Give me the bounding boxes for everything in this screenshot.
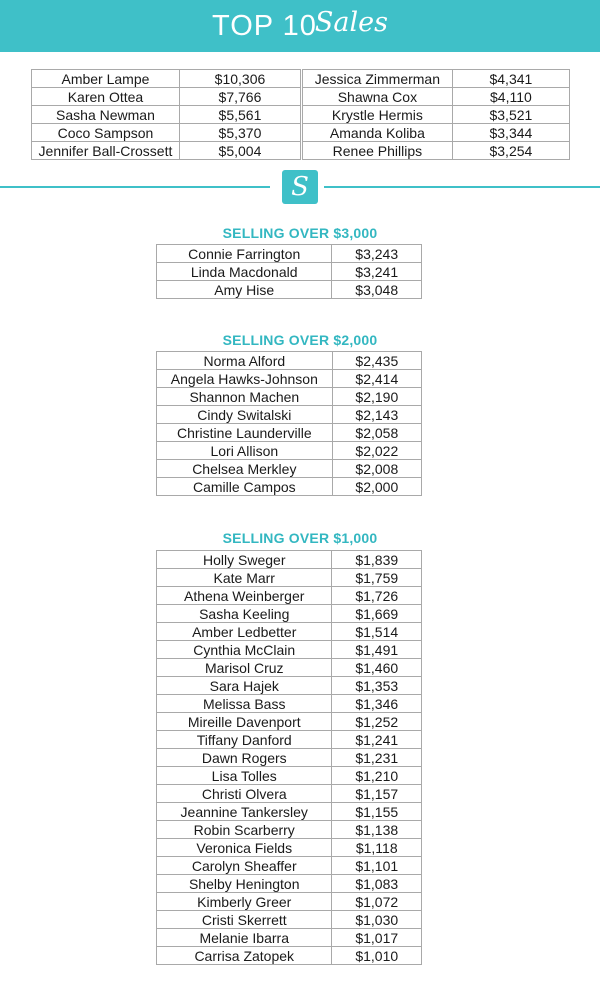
script-s-logo-icon: [282, 170, 318, 204]
seller-name: Melissa Bass: [157, 695, 332, 713]
sales-amount: $10,306: [179, 70, 300, 88]
section-table-over-2000: [156, 351, 422, 496]
sales-amount: $3,344: [452, 124, 569, 142]
sales-amount: $3,243: [332, 245, 422, 263]
seller-name: Amber Ledbetter: [157, 623, 332, 641]
sales-amount: $1,083: [332, 875, 422, 893]
seller-name: Amber Lampe: [32, 70, 180, 88]
sales-amount: $1,010: [332, 947, 422, 965]
sales-amount: $3,254: [452, 142, 569, 160]
seller-name: Lori Allison: [157, 442, 333, 460]
seller-name: Shawna Cox: [303, 88, 453, 106]
seller-name: Sara Hajek: [157, 677, 332, 695]
seller-name: Christine Launderville: [157, 424, 333, 442]
sales-amount: $1,241: [332, 731, 422, 749]
table-row: [157, 911, 422, 929]
table-row: [157, 245, 422, 263]
table-row: [32, 124, 301, 142]
seller-name: Sasha Keeling: [157, 605, 332, 623]
sales-amount: $3,048: [332, 281, 422, 299]
sales-amount: $2,435: [332, 352, 421, 370]
seller-name: Kate Marr: [157, 569, 332, 587]
table-row: [157, 263, 422, 281]
seller-name: Karen Ottea: [32, 88, 180, 106]
sales-amount: $1,072: [332, 893, 422, 911]
seller-name: Amanda Koliba: [303, 124, 453, 142]
table-row: [157, 713, 422, 731]
sales-amount: $1,101: [332, 857, 422, 875]
seller-name: Krystle Hermis: [303, 106, 453, 124]
table-row: [157, 857, 422, 875]
table-row: [32, 70, 301, 88]
sales-amount: $1,017: [332, 929, 422, 947]
sales-amount: $1,155: [332, 803, 422, 821]
seller-name: Cynthia McClain: [157, 641, 332, 659]
sales-amount: $2,414: [332, 370, 421, 388]
table-row: [157, 929, 422, 947]
sales-amount: $1,491: [332, 641, 422, 659]
section-title-over-3000: SELLING OVER $3,000: [222, 225, 378, 241]
sales-amount: $3,521: [452, 106, 569, 124]
seller-name: Chelsea Merkley: [157, 460, 333, 478]
table-row: [157, 785, 422, 803]
table-row: [157, 803, 422, 821]
section-title-over-1000: SELLING OVER $1,000: [222, 530, 378, 546]
table-row: [157, 460, 422, 478]
seller-name: Veronica Fields: [157, 839, 332, 857]
seller-name: Lisa Tolles: [157, 767, 332, 785]
sales-amount: $1,514: [332, 623, 422, 641]
sales-amount: $1,759: [332, 569, 422, 587]
seller-name: Linda Macdonald: [157, 263, 332, 281]
table-row: [32, 142, 301, 160]
top10-table-left: [31, 69, 301, 160]
table-row: [157, 388, 422, 406]
table-row: [303, 106, 570, 124]
table-row: [157, 551, 422, 569]
page-title: [0, 0, 600, 52]
page-title-script: Sales: [314, 6, 388, 38]
sales-amount: $1,669: [332, 605, 422, 623]
sales-amount: $1,118: [332, 839, 422, 857]
table-row: [157, 695, 422, 713]
seller-name: Jeannine Tankersley: [157, 803, 332, 821]
seller-name: Mireille Davenport: [157, 713, 332, 731]
sales-amount: $2,058: [332, 424, 421, 442]
seller-name: Connie Farrington: [157, 245, 332, 263]
sales-amount: $3,241: [332, 263, 422, 281]
seller-name: Melanie Ibarra: [157, 929, 332, 947]
table-row: [157, 767, 422, 785]
sales-amount: $4,110: [452, 88, 569, 106]
sales-amount: $1,726: [332, 587, 422, 605]
table-row: [157, 605, 422, 623]
table-row: [157, 281, 422, 299]
divider-line-left: [0, 186, 270, 188]
sales-amount: $1,138: [332, 821, 422, 839]
seller-name: Amy Hise: [157, 281, 332, 299]
seller-name: Camille Campos: [157, 478, 333, 496]
seller-name: Jennifer Ball-Crossett: [32, 142, 180, 160]
seller-name: Shelby Henington: [157, 875, 332, 893]
table-row: [32, 88, 301, 106]
sales-amount: $2,008: [332, 460, 421, 478]
sales-amount: $1,157: [332, 785, 422, 803]
seller-name: Cristi Skerrett: [157, 911, 332, 929]
seller-name: Carrisa Zatopek: [157, 947, 332, 965]
seller-name: Athena Weinberger: [157, 587, 332, 605]
section-title-over-2000: SELLING OVER $2,000: [222, 332, 378, 348]
sales-amount: $1,210: [332, 767, 422, 785]
sales-amount: $2,143: [332, 406, 421, 424]
divider-line-right: [324, 186, 600, 188]
top10-table-right: [302, 69, 570, 160]
table-row: [157, 839, 422, 857]
sales-amount: $2,022: [332, 442, 421, 460]
seller-name: Renee Phillips: [303, 142, 453, 160]
table-row: [157, 370, 422, 388]
seller-name: Carolyn Sheaffer: [157, 857, 332, 875]
seller-name: Cindy Switalski: [157, 406, 333, 424]
table-row: [157, 442, 422, 460]
table-row: [303, 70, 570, 88]
sales-amount: $1,231: [332, 749, 422, 767]
table-row: [157, 821, 422, 839]
seller-name: Norma Alford: [157, 352, 333, 370]
table-row: [303, 124, 570, 142]
seller-name: Tiffany Danford: [157, 731, 332, 749]
seller-name: Marisol Cruz: [157, 659, 332, 677]
table-row: [157, 749, 422, 767]
sales-amount: $5,004: [179, 142, 300, 160]
table-row: [32, 106, 301, 124]
seller-name: Kimberly Greer: [157, 893, 332, 911]
sales-amount: $7,766: [179, 88, 300, 106]
table-row: [157, 659, 422, 677]
page-title-main: TOP 10: [212, 9, 317, 42]
table-row: [157, 352, 422, 370]
table-row: [157, 587, 422, 605]
table-row: [303, 142, 570, 160]
table-row: [157, 623, 422, 641]
sales-amount: $1,030: [332, 911, 422, 929]
section-table-over-1000: [156, 550, 422, 965]
table-row: [157, 677, 422, 695]
sales-amount: $1,353: [332, 677, 422, 695]
seller-name: Dawn Rogers: [157, 749, 332, 767]
table-row: [157, 641, 422, 659]
section-table-over-3000: [156, 244, 422, 299]
sales-amount: $1,252: [332, 713, 422, 731]
sales-amount: $1,460: [332, 659, 422, 677]
sales-amount: $1,839: [332, 551, 422, 569]
seller-name: Jessica Zimmerman: [303, 70, 453, 88]
table-row: [157, 406, 422, 424]
sales-amount: $2,000: [332, 478, 421, 496]
logo-glyph: S: [291, 172, 309, 202]
seller-name: Sasha Newman: [32, 106, 180, 124]
seller-name: Robin Scarberry: [157, 821, 332, 839]
seller-name: Holly Sweger: [157, 551, 332, 569]
sales-amount: $1,346: [332, 695, 422, 713]
table-row: [157, 947, 422, 965]
sales-amount: $2,190: [332, 388, 421, 406]
sales-amount: $5,370: [179, 124, 300, 142]
seller-name: Christi Olvera: [157, 785, 332, 803]
table-row: [157, 569, 422, 587]
seller-name: Angela Hawks-Johnson: [157, 370, 333, 388]
seller-name: Shannon Machen: [157, 388, 333, 406]
sales-amount: $4,341: [452, 70, 569, 88]
table-row: [157, 875, 422, 893]
table-row: [157, 731, 422, 749]
table-row: [157, 893, 422, 911]
sales-amount: $5,561: [179, 106, 300, 124]
table-row: [157, 478, 422, 496]
table-row: [303, 88, 570, 106]
seller-name: Coco Sampson: [32, 124, 180, 142]
table-row: [157, 424, 422, 442]
